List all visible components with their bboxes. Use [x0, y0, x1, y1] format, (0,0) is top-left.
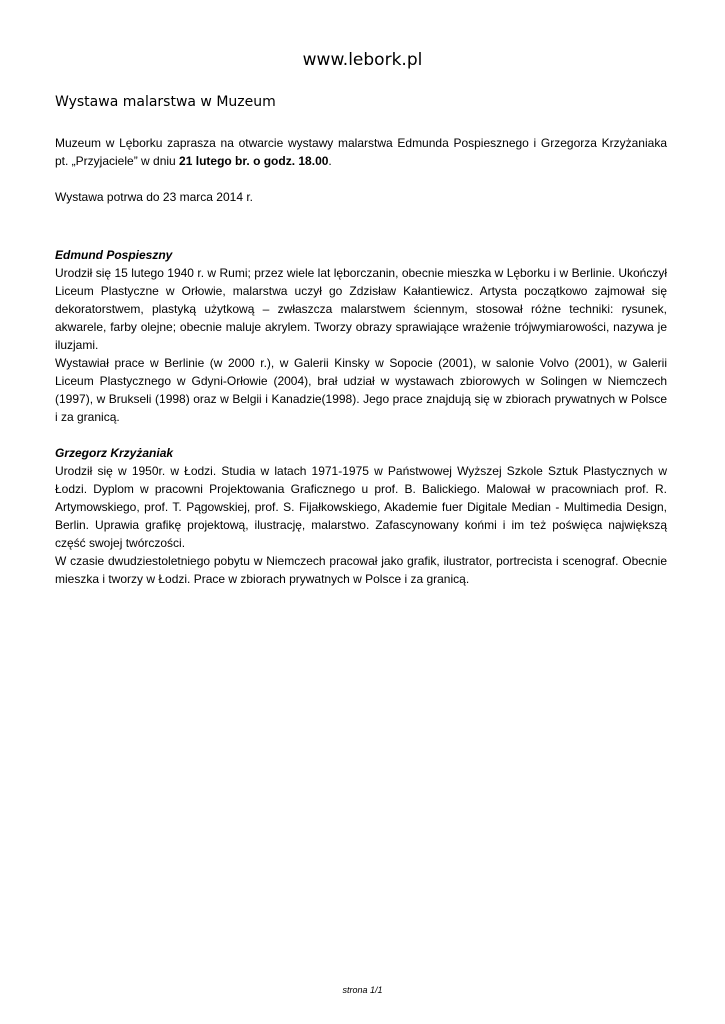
exhibition-duration: Wystawa potrwa do 23 marca 2014 r. [55, 190, 253, 204]
artist-name-1: Edmund Pospieszny [55, 248, 173, 262]
article-body [55, 134, 667, 588]
article-title: Wystawa malarstwa w Muzeum [55, 94, 276, 110]
site-url-header: www.lebork.pl [302, 50, 423, 70]
intro-end: . [328, 154, 332, 168]
intro-paragraph [55, 134, 667, 170]
opening-date-time: 21 lutego br. o godz. 18.00 [179, 154, 329, 168]
artist-2-bio-2: W czasie dwudziestoletniego pobytu w Niemczech pracował jako grafik, ilustrator, portrecista i scenograf. Obecnie mieszka i tworzy w Łodzi. Prace w zbiorach prywatnych w Polsce i za granicą. [55, 554, 667, 586]
artist-name-2: Grzegorz Krzyżaniak [55, 446, 174, 460]
artist-2-bio-1: Urodził się w 1950r. w Łodzi. Studia w latach 1971-1975 w Państwowej Wyższej Szkole Sztuk Plastycznych w Łodzi. Dyplom w pracowni Projektowania Graficznego u prof. B. Balickiego. Malował w pracowniach prof. R. Artymowskiego, prof. T. Pągowskiej, prof. S. Fijałkowskiego, Akademie fuer Digitale Median - Multimedia Design, Berlin. Uprawia grafikę projektową, ilustrację, malarstwo. Zafascynowany końmi i im też poświęca największą część swojej twórczości. [55, 464, 667, 550]
page-number: strona 1/1 [342, 985, 383, 995]
intro-text: Muzeum w Lęborku zaprasza na otwarcie wystawy malarstwa Edmunda Pospiesznego i Grzegorza Krzyżaniaka pt. „Przyjaciele” w dniu [55, 136, 667, 168]
artist-1-bio-2: Wystawiał prace w Berlinie (w 2000 r.), w Galerii Kinsky w Sopocie (2001), w salonie Volvo (2001), w Galerii Liceum Plastycznego w Gdyni-Orłowie (2004), brał udział w wystawach zbiorowych w Solingen w Niemczech (1997), w Brukseli (1998) oraz w Belgii i Kanadzie(1998). Jego prace znajdują się w zbiorach prywatnych w Polsce i za granicą. [55, 356, 667, 424]
artist-1-bio-1: Urodził się 15 lutego 1940 r. w Rumi; przez wiele lat lęborczanin, obecnie mieszka w Lęborku i w Berlinie. Ukończył Liceum Plastyczne w Orłowie, malarstwa uczył go Zdzisław Kałantiewicz. Artysta początkowo zajmował się dekoratorstwem, plastyką użytkową – zwłaszcza malarstwem ściennym, stosował różne techniki: rysunek, akwarele, farby olejne; obecnie maluje akrylem. Tworzy obrazy sprawiające wrażenie trójwymiarowości, nazywa je iluzjami. [55, 266, 667, 352]
